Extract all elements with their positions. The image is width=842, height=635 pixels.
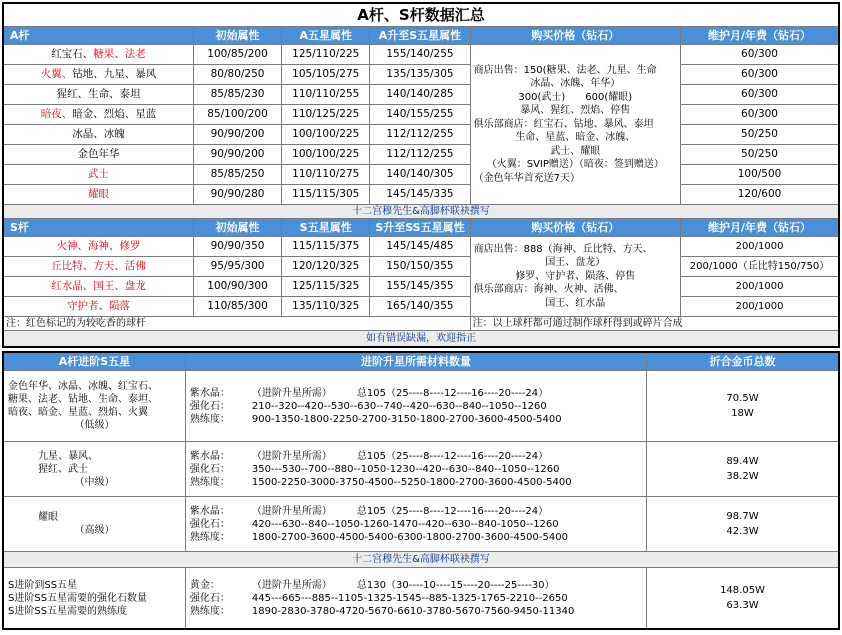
s-table-body xyxy=(3,237,839,317)
s-col-header: 维护月/年费（钻石） xyxy=(681,219,839,237)
five-star-stats: 110/125/225 xyxy=(282,105,370,125)
upgrade-table xyxy=(2,351,840,630)
s-five-star-stats: 140/140/305 xyxy=(370,165,470,185)
a-s-table xyxy=(2,2,840,348)
upgrade-row xyxy=(3,497,839,552)
material-label: 紫水晶： xyxy=(189,450,230,462)
five-star-stats: 110/110/255 xyxy=(282,85,370,105)
initial-stats: 90/90/350 xyxy=(193,237,281,257)
five-star-stats: 115/115/375 xyxy=(282,237,370,257)
upgrade-row xyxy=(3,442,839,497)
gold-total-value: 89.4W xyxy=(726,456,759,467)
gold-total-value: 63.3W xyxy=(726,600,759,611)
purchase-line: 俱乐部商店：红宝石、钻地、暴风、泰坦 xyxy=(473,118,654,130)
s-five-star-stats: 135/135/305 xyxy=(370,65,470,85)
cue-name-part: 猩红、生命、泰坦 xyxy=(56,88,141,100)
material-label: 强化石： xyxy=(189,592,230,604)
s-col-header: 购买价格（钻石） xyxy=(470,219,680,237)
gold-total xyxy=(647,371,839,442)
purchase-line: 修罗、守护者、陨落、停售 xyxy=(515,270,636,282)
maintenance-fee: 200/1000 xyxy=(681,277,839,297)
s-col-header: S五星属性 xyxy=(282,219,370,237)
cue-list-line: （中级） xyxy=(74,476,115,488)
initial-stats: 95/95/300 xyxy=(193,257,281,277)
s-five-star-stats: 140/155/255 xyxy=(370,105,470,125)
cue-name-part: 冰晶、冰魄 xyxy=(72,128,125,140)
a-table-row xyxy=(3,85,839,105)
s-five-star-stats: 145/145/335 xyxy=(370,185,470,205)
initial-stats: 90/90/280 xyxy=(193,185,281,205)
s-col-header: S杆 xyxy=(3,219,193,237)
s-purchase-info xyxy=(470,237,680,317)
material-label: 紫水晶： xyxy=(189,387,230,399)
initial-stats: 90/90/200 xyxy=(193,125,281,145)
five-star-stats: 115/115/305 xyxy=(282,185,370,205)
note-left: 注：红色标记的为较吃香的球杆 xyxy=(3,317,470,331)
maintenance-fee: 60/300 xyxy=(681,65,839,85)
gold-total-value: 70.5W xyxy=(726,393,759,404)
material-values: 445---665---885--1105-1325-1545--885-1325-1765-2210--2650 xyxy=(251,592,568,604)
cue-name xyxy=(3,185,193,205)
notes-row xyxy=(3,317,839,331)
gold-total-value: 18W xyxy=(731,408,754,419)
material-line xyxy=(190,531,642,544)
a-col-header: 初始属性 xyxy=(193,27,281,45)
a-table-row xyxy=(3,145,839,165)
purchase-line: 冰晶、冰魄、年华） xyxy=(530,78,621,90)
a-table-row xyxy=(3,45,839,65)
cue-name xyxy=(3,125,193,145)
maintenance-fee: 120/600 xyxy=(681,185,839,205)
a-table-row xyxy=(3,65,839,85)
purchase-line: 武士、耀眼 xyxy=(550,145,601,157)
initial-stats: 100/90/300 xyxy=(193,277,281,297)
material-label: 熟练度： xyxy=(189,531,230,543)
purchase-line: 商店出售：888（海神、丘比特、方天、 xyxy=(473,243,653,255)
initial-stats: 90/90/200 xyxy=(193,145,281,165)
cue-name: 红水晶、国王、盘龙 xyxy=(3,277,193,297)
footer-row xyxy=(3,331,839,348)
a-col-header: A杆 xyxy=(3,27,193,45)
maintenance-fee: 60/300 xyxy=(681,45,839,65)
material-list xyxy=(185,568,646,630)
cue-list-line: 糖果、法老、钻地、生命、泰坦、 xyxy=(8,394,158,405)
cue-name-part: 金色年华 xyxy=(77,148,120,160)
upgrade-row xyxy=(3,371,839,442)
a-table-row xyxy=(3,165,839,185)
cue-list-line: 金色年华、冰晶、冰魄、红宝石、 xyxy=(8,381,158,392)
initial-stats: 85/100/200 xyxy=(193,105,281,125)
upgrade-col-header: A杆进阶S五星 xyxy=(3,352,185,371)
a-header-row xyxy=(3,27,839,45)
a-table-body xyxy=(3,45,839,205)
material-label: 强化石： xyxy=(189,400,230,412)
cue-name-part: 耀眼 xyxy=(87,188,109,200)
upgrade-header-row xyxy=(3,352,839,371)
s-table-row xyxy=(3,237,839,257)
s-five-star-stats: 155/140/255 xyxy=(370,45,470,65)
a-table-row xyxy=(3,185,839,205)
s-table-row xyxy=(3,257,839,277)
cue-name: 火神、海神、修罗 xyxy=(3,237,193,257)
purchase-line: 300(武士) 600(耀眼) xyxy=(518,91,633,103)
cue-list-line: 猩红、武士 xyxy=(38,463,88,475)
five-star-stats: 105/105/275 xyxy=(282,65,370,85)
material-list xyxy=(185,371,646,442)
purchase-line: 生命、星蓝、暗金、冰魄、 xyxy=(515,132,636,144)
maintenance-fee: 200/1000 xyxy=(681,237,839,257)
maintenance-fee: 200/1000（丘比特150/750） xyxy=(681,257,839,277)
upgrade-col-header: 进阶升星所需材料数量 xyxy=(185,352,646,371)
cue-name-part: 武士 xyxy=(87,168,109,180)
maintenance-fee: 60/300 xyxy=(681,85,839,105)
material-line xyxy=(190,505,642,518)
cue-list-line: 九星、暴风、 xyxy=(38,450,98,462)
material-line xyxy=(190,450,642,463)
material-line xyxy=(190,400,642,413)
cue-list-line: S进阶到SS五星 xyxy=(8,579,78,591)
gold-total-value: 42.3W xyxy=(726,526,759,537)
five-star-stats: 135/110/325 xyxy=(282,297,370,317)
maintenance-fee: 50/250 xyxy=(681,125,839,145)
cue-name xyxy=(3,105,193,125)
cue-name: 守护者、陨落 xyxy=(3,297,193,317)
a-col-header: 维护月/年费（钻石） xyxy=(681,27,839,45)
upgrade-cue-list xyxy=(3,371,185,442)
maintenance-fee: 50/250 xyxy=(681,145,839,165)
material-label: 熟练度： xyxy=(189,476,230,488)
material-values: 350---530--700--880--1050-1230--420--630--840--1050--1260 xyxy=(251,463,560,475)
s-five-star-stats: 112/112/255 xyxy=(370,125,470,145)
five-star-stats: 120/120/325 xyxy=(282,257,370,277)
purchase-line: 商店出售：150(糖果、法老、九星、生命 xyxy=(473,64,657,76)
upgrade-cue-list xyxy=(3,568,185,630)
cue-list-line: （高级） xyxy=(74,525,115,536)
material-line xyxy=(190,387,642,400)
maintenance-fee: 100/500 xyxy=(681,165,839,185)
five-star-stats: 110/110/275 xyxy=(282,165,370,185)
ss-five-star-stats: 150/150/355 xyxy=(370,257,470,277)
s-col-header: S升至SS五星属性 xyxy=(370,219,470,237)
upgrade-col-header: 折合金币总数 xyxy=(647,352,839,371)
s-table-row xyxy=(3,277,839,297)
five-star-stats: 125/110/225 xyxy=(282,45,370,65)
purchase-line: 俱乐部商店：海神、火神、活佛、 xyxy=(473,284,624,296)
cue-name xyxy=(3,45,193,65)
ss-five-star-stats: 145/145/485 xyxy=(370,237,470,257)
footer-text: 如有错误缺漏，欢迎指正 xyxy=(3,331,839,348)
material-list xyxy=(185,497,646,552)
material-line xyxy=(190,592,642,605)
note-right: 注：以上球杆都可通过制作球杆得到或碎片合成 xyxy=(470,317,839,331)
cue-name-part: 糖果、法老 xyxy=(93,48,146,60)
material-label: 黄金： xyxy=(189,579,220,591)
material-line xyxy=(190,413,642,426)
maintenance-fee: 200/1000 xyxy=(681,297,839,317)
material-line xyxy=(190,463,642,476)
material-label: 紫水晶： xyxy=(189,505,230,517)
initial-stats: 110/85/300 xyxy=(193,297,281,317)
five-star-stats: 100/100/225 xyxy=(282,125,370,145)
material-values: （进阶升星所需） 总105（25----8----12----16----20----24） xyxy=(251,505,549,517)
purchase-line: 暴风、猩红、烈焰、停售 xyxy=(520,105,631,117)
initial-stats: 85/85/230 xyxy=(193,85,281,105)
cue-name xyxy=(3,85,193,105)
material-values: （进阶升星所需） 总105（25----8----12----16----20----24） xyxy=(251,387,549,399)
material-values: 210--320--420--530--630--740--420--630--840--1050--1260 xyxy=(251,400,547,412)
ss-five-star-stats: 165/140/355 xyxy=(370,297,470,317)
cue-name xyxy=(3,165,193,185)
cue-list-line: （低级） xyxy=(74,420,115,431)
purchase-line: 国王、盘龙） xyxy=(545,257,606,269)
upgrade-row xyxy=(3,568,839,630)
page-title: A杆、S杆数据汇总 xyxy=(3,3,839,27)
material-list xyxy=(185,442,646,497)
upgrade-cue-list xyxy=(3,497,185,552)
gold-total xyxy=(647,497,839,552)
purchase-line: 国王、红水晶 xyxy=(545,297,606,309)
cue-name-part: 火翼、 xyxy=(40,68,73,80)
s-header-row xyxy=(3,219,839,237)
initial-stats: 80/80/250 xyxy=(193,65,281,85)
s-col-header: 初始属性 xyxy=(193,219,281,237)
upgrade-cue-list xyxy=(3,442,185,497)
material-line xyxy=(190,518,642,531)
ss-table-body xyxy=(3,568,839,630)
a-col-header: A五星属性 xyxy=(282,27,370,45)
material-values: （进阶升星所需） 总105（25----8----12----16----20----24） xyxy=(251,450,549,462)
material-label: 强化石： xyxy=(189,518,230,530)
cue-list-line: S进阶SS五星需要的熟练度 xyxy=(8,605,128,617)
material-label: 熟练度： xyxy=(189,413,230,425)
summary-sheet xyxy=(2,2,840,631)
five-star-stats: 100/100/225 xyxy=(282,145,370,165)
a-table-row xyxy=(3,105,839,125)
material-values: 1890-2830-3780-4720-5670-6610-3780-5670-7560-9450-11340 xyxy=(251,605,575,617)
cue-name-part: 暗金、烈焰、星蓝 xyxy=(72,108,157,120)
cue-list-line: S进阶SS五星需要的强化石数量 xyxy=(8,592,148,604)
gold-total-value: 98.7W xyxy=(726,511,759,522)
s-table-row xyxy=(3,297,839,317)
upgrade-credit-row xyxy=(3,552,839,568)
five-star-stats: 125/115/325 xyxy=(282,277,370,297)
material-label: 熟练度： xyxy=(189,605,230,617)
material-line xyxy=(190,605,642,618)
a-col-header: A升至S五星属性 xyxy=(370,27,470,45)
cue-list-line: 耀眼 xyxy=(38,512,58,523)
gold-total xyxy=(647,568,839,630)
gold-total xyxy=(647,442,839,497)
upgrade-table-body xyxy=(3,371,839,552)
a-purchase-info xyxy=(470,45,680,205)
purchase-line: （火翼：SVIP赠送）（暗夜：签到赠送） xyxy=(486,159,664,171)
credit-text: 十二宫穆先生&高脚杯联袂撰写 xyxy=(3,205,839,219)
gold-total-value: 38.2W xyxy=(726,471,759,482)
material-values: （进阶升星所需） 总130（30----10----15----20----25----30） xyxy=(251,579,555,591)
initial-stats: 85/85/250 xyxy=(193,165,281,185)
cue-name-part: 红宝石、 xyxy=(51,48,94,60)
maintenance-fee: 60/300 xyxy=(681,105,839,125)
cue-name xyxy=(3,65,193,85)
material-values: 1800-2700-3600-4500-5400-6300-1800-2700-3600-4500-5400 xyxy=(251,531,568,543)
s-five-star-stats: 112/112/255 xyxy=(370,145,470,165)
a-table-row xyxy=(3,125,839,145)
s-five-star-stats: 140/140/285 xyxy=(370,85,470,105)
material-values: 900-1350-1800-2250-2700-3150-1800-2700-3600-4500-5400 xyxy=(251,413,562,425)
a-col-header: 购买价格（钻石） xyxy=(470,27,680,45)
material-label: 强化石： xyxy=(189,463,230,475)
material-line xyxy=(190,476,642,489)
cue-name xyxy=(3,145,193,165)
ss-five-star-stats: 155/145/355 xyxy=(370,277,470,297)
material-values: 1500-2250-3000-3750-4500--5250-1800-2700-3600-4500-5400 xyxy=(251,476,572,488)
credit-text: 十二宫穆先生&高脚杯联袂撰写 xyxy=(3,552,839,568)
cue-name-part: 钻地、九星、暴风 xyxy=(72,68,157,80)
cue-list-line: 暗夜、暗金、星蓝、烈焰、火翼 xyxy=(8,407,148,418)
material-line xyxy=(190,579,642,592)
purchase-line: （金色年华首充送7天） xyxy=(473,172,580,184)
cue-name: 丘比特、方天、活佛 xyxy=(3,257,193,277)
cue-name-part: 暗夜、 xyxy=(40,108,73,120)
gold-total-value: 148.05W xyxy=(720,585,765,596)
material-values: 420---630--840--1050-1260-1470--420--630--840-1050--1260 xyxy=(251,518,559,530)
initial-stats: 100/85/200 xyxy=(193,45,281,65)
a-credit-row xyxy=(3,205,839,219)
